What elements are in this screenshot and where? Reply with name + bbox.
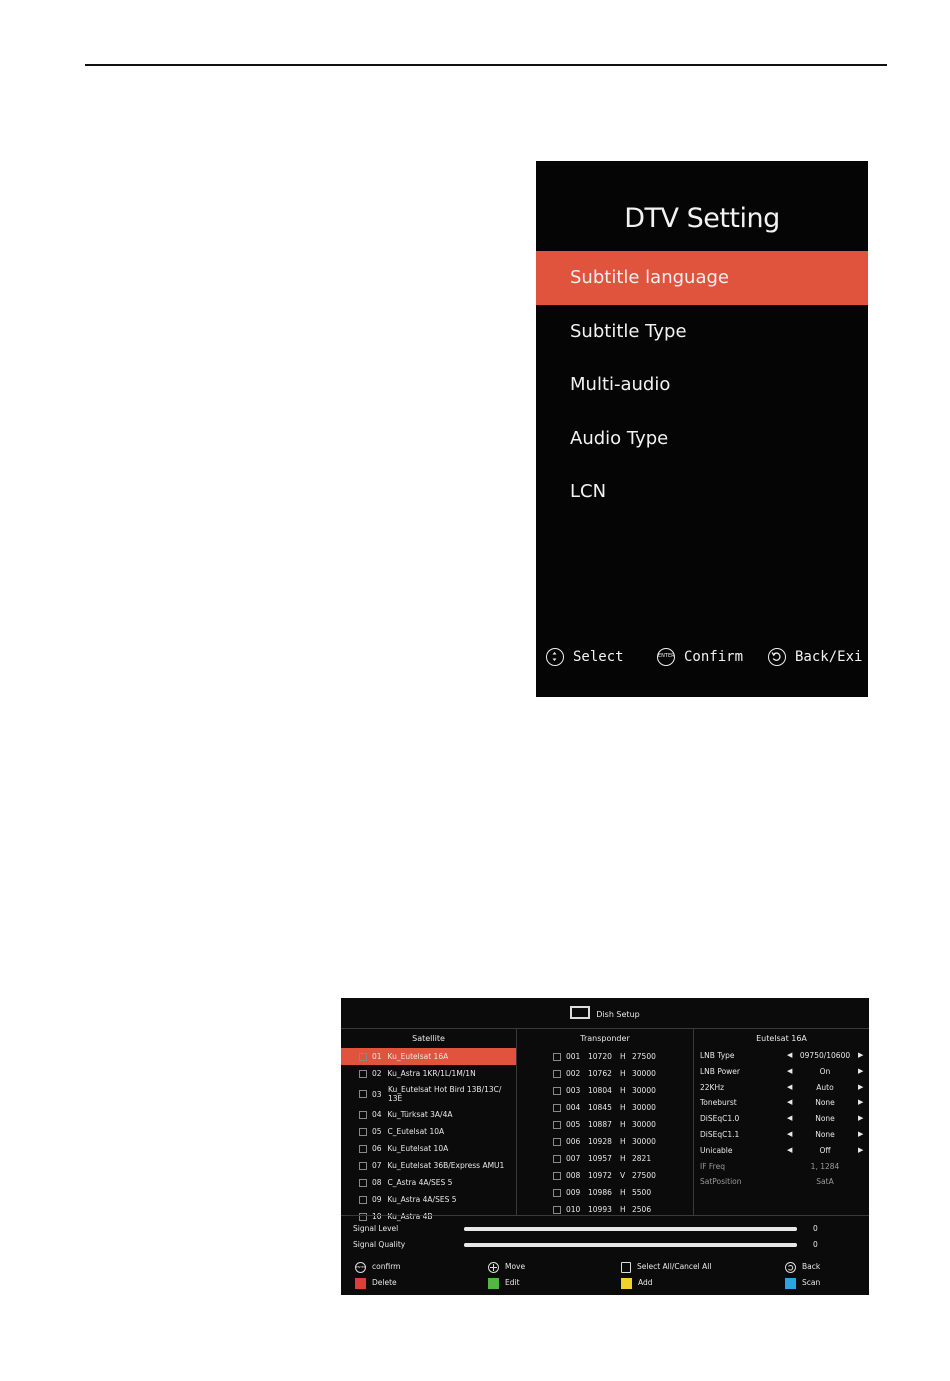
footer-back-label: Back/Exi <box>795 649 863 665</box>
dish-setup-panel <box>341 998 869 1295</box>
hint-edit: Edit <box>488 1277 520 1289</box>
signal-quality-value: 0 <box>813 1240 818 1249</box>
transponder-row[interactable]: 008 10972 V 27500 <box>517 1167 693 1184</box>
satellite-header: Satellite <box>412 1034 445 1043</box>
dtv-setting-title: DTV Setting <box>624 203 780 234</box>
left-arrow-icon: ◀ <box>787 1066 793 1075</box>
menu-item-subtitle-language[interactable]: Subtitle language <box>536 251 868 305</box>
transponder-row[interactable]: 006 10928 H 30000 <box>517 1133 693 1150</box>
right-arrow-icon: ▶ <box>858 1082 864 1091</box>
hint-delete: Delete <box>355 1277 397 1289</box>
checkbox[interactable] <box>553 1104 561 1112</box>
footer-back-hint <box>768 645 862 669</box>
checkbox[interactable] <box>553 1087 561 1095</box>
hint-scan: Scan <box>785 1277 820 1289</box>
transponder-row[interactable]: 003 10804 H 30000 <box>517 1082 693 1099</box>
tv-icon <box>570 1006 590 1019</box>
enter-icon: ENTER <box>657 648 675 666</box>
transponder-list <box>517 1029 694 1215</box>
settings-header: Eutelsat 16A <box>756 1034 807 1043</box>
satellite-row[interactable]: 07 Ku_Eutelsat 36B/Express AMU1 <box>341 1157 516 1174</box>
select-all-icon <box>621 1262 631 1273</box>
satellite-row[interactable]: 08 C_Astra 4A/SES 5 <box>341 1174 516 1191</box>
checkbox[interactable] <box>553 1155 561 1163</box>
right-arrow-icon: ▶ <box>858 1051 864 1059</box>
transponder-header: Transponder <box>580 1034 630 1043</box>
setting-if-freq: IF Freq 1, 1284 <box>700 1161 840 1171</box>
hint-back: Back <box>785 1261 820 1273</box>
right-arrow-icon: ▶ <box>858 1098 864 1107</box>
right-arrow-icon: ▶ <box>858 1129 864 1138</box>
checkbox[interactable] <box>553 1172 561 1180</box>
menu-item-audio-type[interactable]: Audio Type <box>570 428 669 449</box>
satellite-row[interactable]: 10 Ku_Astra 4B <box>341 1208 516 1225</box>
checkbox[interactable] <box>359 1053 367 1061</box>
setting-sat-position: SatPosition SatA <box>700 1177 834 1187</box>
footer-select-label: Select <box>573 649 624 665</box>
left-arrow-icon: ◀ <box>787 1129 793 1138</box>
red-key-icon <box>355 1278 366 1289</box>
footer-confirm-label: Confirm <box>684 649 744 665</box>
setting-lnb-power[interactable]: LNB Power ◀ On ▶ <box>694 1064 869 1080</box>
satellite-settings <box>694 1029 869 1215</box>
back-icon <box>768 648 786 666</box>
satellite-row[interactable]: 03 Ku_Eutelsat Hot Bird 13B/13C/ 13E <box>341 1082 516 1106</box>
satellite-row[interactable]: 04 Ku_Türksat 3A/4A <box>341 1106 516 1123</box>
checkbox[interactable] <box>359 1111 367 1119</box>
checkbox[interactable] <box>359 1070 367 1078</box>
signal-quality-bar <box>464 1243 797 1247</box>
right-arrow-icon: ▶ <box>858 1066 864 1075</box>
checkbox[interactable] <box>553 1138 561 1146</box>
satellite-list <box>341 1029 517 1221</box>
signal-level-bar <box>464 1227 797 1231</box>
footer-confirm-hint <box>657 645 743 669</box>
hint-confirm: ENTER confirm <box>356 1262 401 1271</box>
footer-select-hint <box>546 645 624 669</box>
setting-diseqc11[interactable]: DiSEqC1.1 ◀ None ▶ <box>694 1127 869 1143</box>
hint-add: Add <box>621 1277 653 1289</box>
satellite-row[interactable]: 05 C_Eutelsat 10A <box>341 1123 516 1140</box>
left-arrow-icon: ◀ <box>787 1145 793 1154</box>
checkbox[interactable] <box>553 1189 561 1197</box>
green-key-icon <box>488 1278 499 1289</box>
dish-setup-title: Dish Setup <box>596 1010 640 1019</box>
checkbox[interactable] <box>359 1128 367 1136</box>
hint-select-all: Select All/Cancel All <box>621 1261 711 1273</box>
checkbox[interactable] <box>553 1121 561 1129</box>
hint-move: Move <box>488 1261 525 1273</box>
left-arrow-icon: ◀ <box>787 1098 793 1107</box>
satellite-row[interactable]: 02 Ku_Astra 1KR/1L/1M/1N <box>341 1065 516 1082</box>
checkbox[interactable] <box>553 1206 561 1214</box>
transponder-row[interactable]: 009 10986 H 5500 <box>517 1184 693 1201</box>
setting-diseqc10[interactable]: DiSEqC1.0 ◀ None ▶ <box>694 1111 869 1127</box>
transponder-row[interactable]: 004 10845 H 30000 <box>517 1099 693 1116</box>
enter-icon: ENTER <box>355 1262 366 1273</box>
checkbox[interactable] <box>359 1090 367 1098</box>
right-arrow-icon: ▶ <box>858 1145 864 1154</box>
satellite-row[interactable]: 09 Ku_Astra 4A/SES 5 <box>341 1191 516 1208</box>
menu-item-multi-audio[interactable]: Multi-audio <box>570 374 671 395</box>
transponder-row[interactable]: 005 10887 H 30000 <box>517 1116 693 1133</box>
checkbox[interactable] <box>359 1162 367 1170</box>
setting-lnb-type[interactable]: LNB Type ◀ 09750/10600 ▶ <box>694 1048 869 1064</box>
move-icon <box>488 1262 499 1273</box>
menu-item-lcn[interactable]: LCN <box>570 481 607 502</box>
left-arrow-icon: ◀ <box>787 1051 793 1059</box>
transponder-row[interactable]: 002 10762 H 30000 <box>517 1065 693 1082</box>
navigate-updown-icon <box>546 648 564 666</box>
checkbox[interactable] <box>359 1196 367 1204</box>
menu-item-subtitle-type[interactable]: Subtitle Type <box>570 321 687 342</box>
transponder-row[interactable]: 010 10993 H 2506 <box>517 1201 693 1218</box>
transponder-row[interactable]: 007 10957 H 2821 <box>517 1150 693 1167</box>
page-top-rule <box>85 64 887 66</box>
setting-toneburst[interactable]: Toneburst ◀ None ▶ <box>694 1095 869 1111</box>
dtv-setting-panel <box>536 161 868 697</box>
signal-level-value: 0 <box>813 1224 818 1233</box>
back-icon <box>785 1262 796 1273</box>
satellite-row[interactable]: 06 Ku_Eutelsat 10A <box>341 1140 516 1157</box>
transponder-row[interactable]: 001 10720 H 27500 <box>517 1048 693 1065</box>
setting-unicable[interactable]: Unicable ◀ Off ▶ <box>694 1143 869 1159</box>
signal-area <box>341 1215 869 1296</box>
signal-quality-label: Signal Quality <box>353 1240 406 1249</box>
signal-level-label: Signal Level <box>353 1224 399 1233</box>
checkbox[interactable] <box>553 1070 561 1078</box>
yellow-key-icon <box>621 1278 632 1289</box>
blue-key-icon <box>785 1278 796 1289</box>
left-arrow-icon: ◀ <box>787 1114 793 1123</box>
left-arrow-icon: ◀ <box>787 1082 793 1091</box>
right-arrow-icon: ▶ <box>858 1114 864 1123</box>
dish-setup-header <box>341 998 869 1029</box>
setting-22khz[interactable]: 22KHz ◀ Auto ▶ <box>694 1080 869 1096</box>
checkbox[interactable] <box>359 1145 367 1153</box>
checkbox[interactable] <box>359 1179 367 1187</box>
satellite-row[interactable]: 01 Ku_Eutelsat 16A <box>341 1048 516 1065</box>
checkbox[interactable] <box>553 1053 561 1061</box>
